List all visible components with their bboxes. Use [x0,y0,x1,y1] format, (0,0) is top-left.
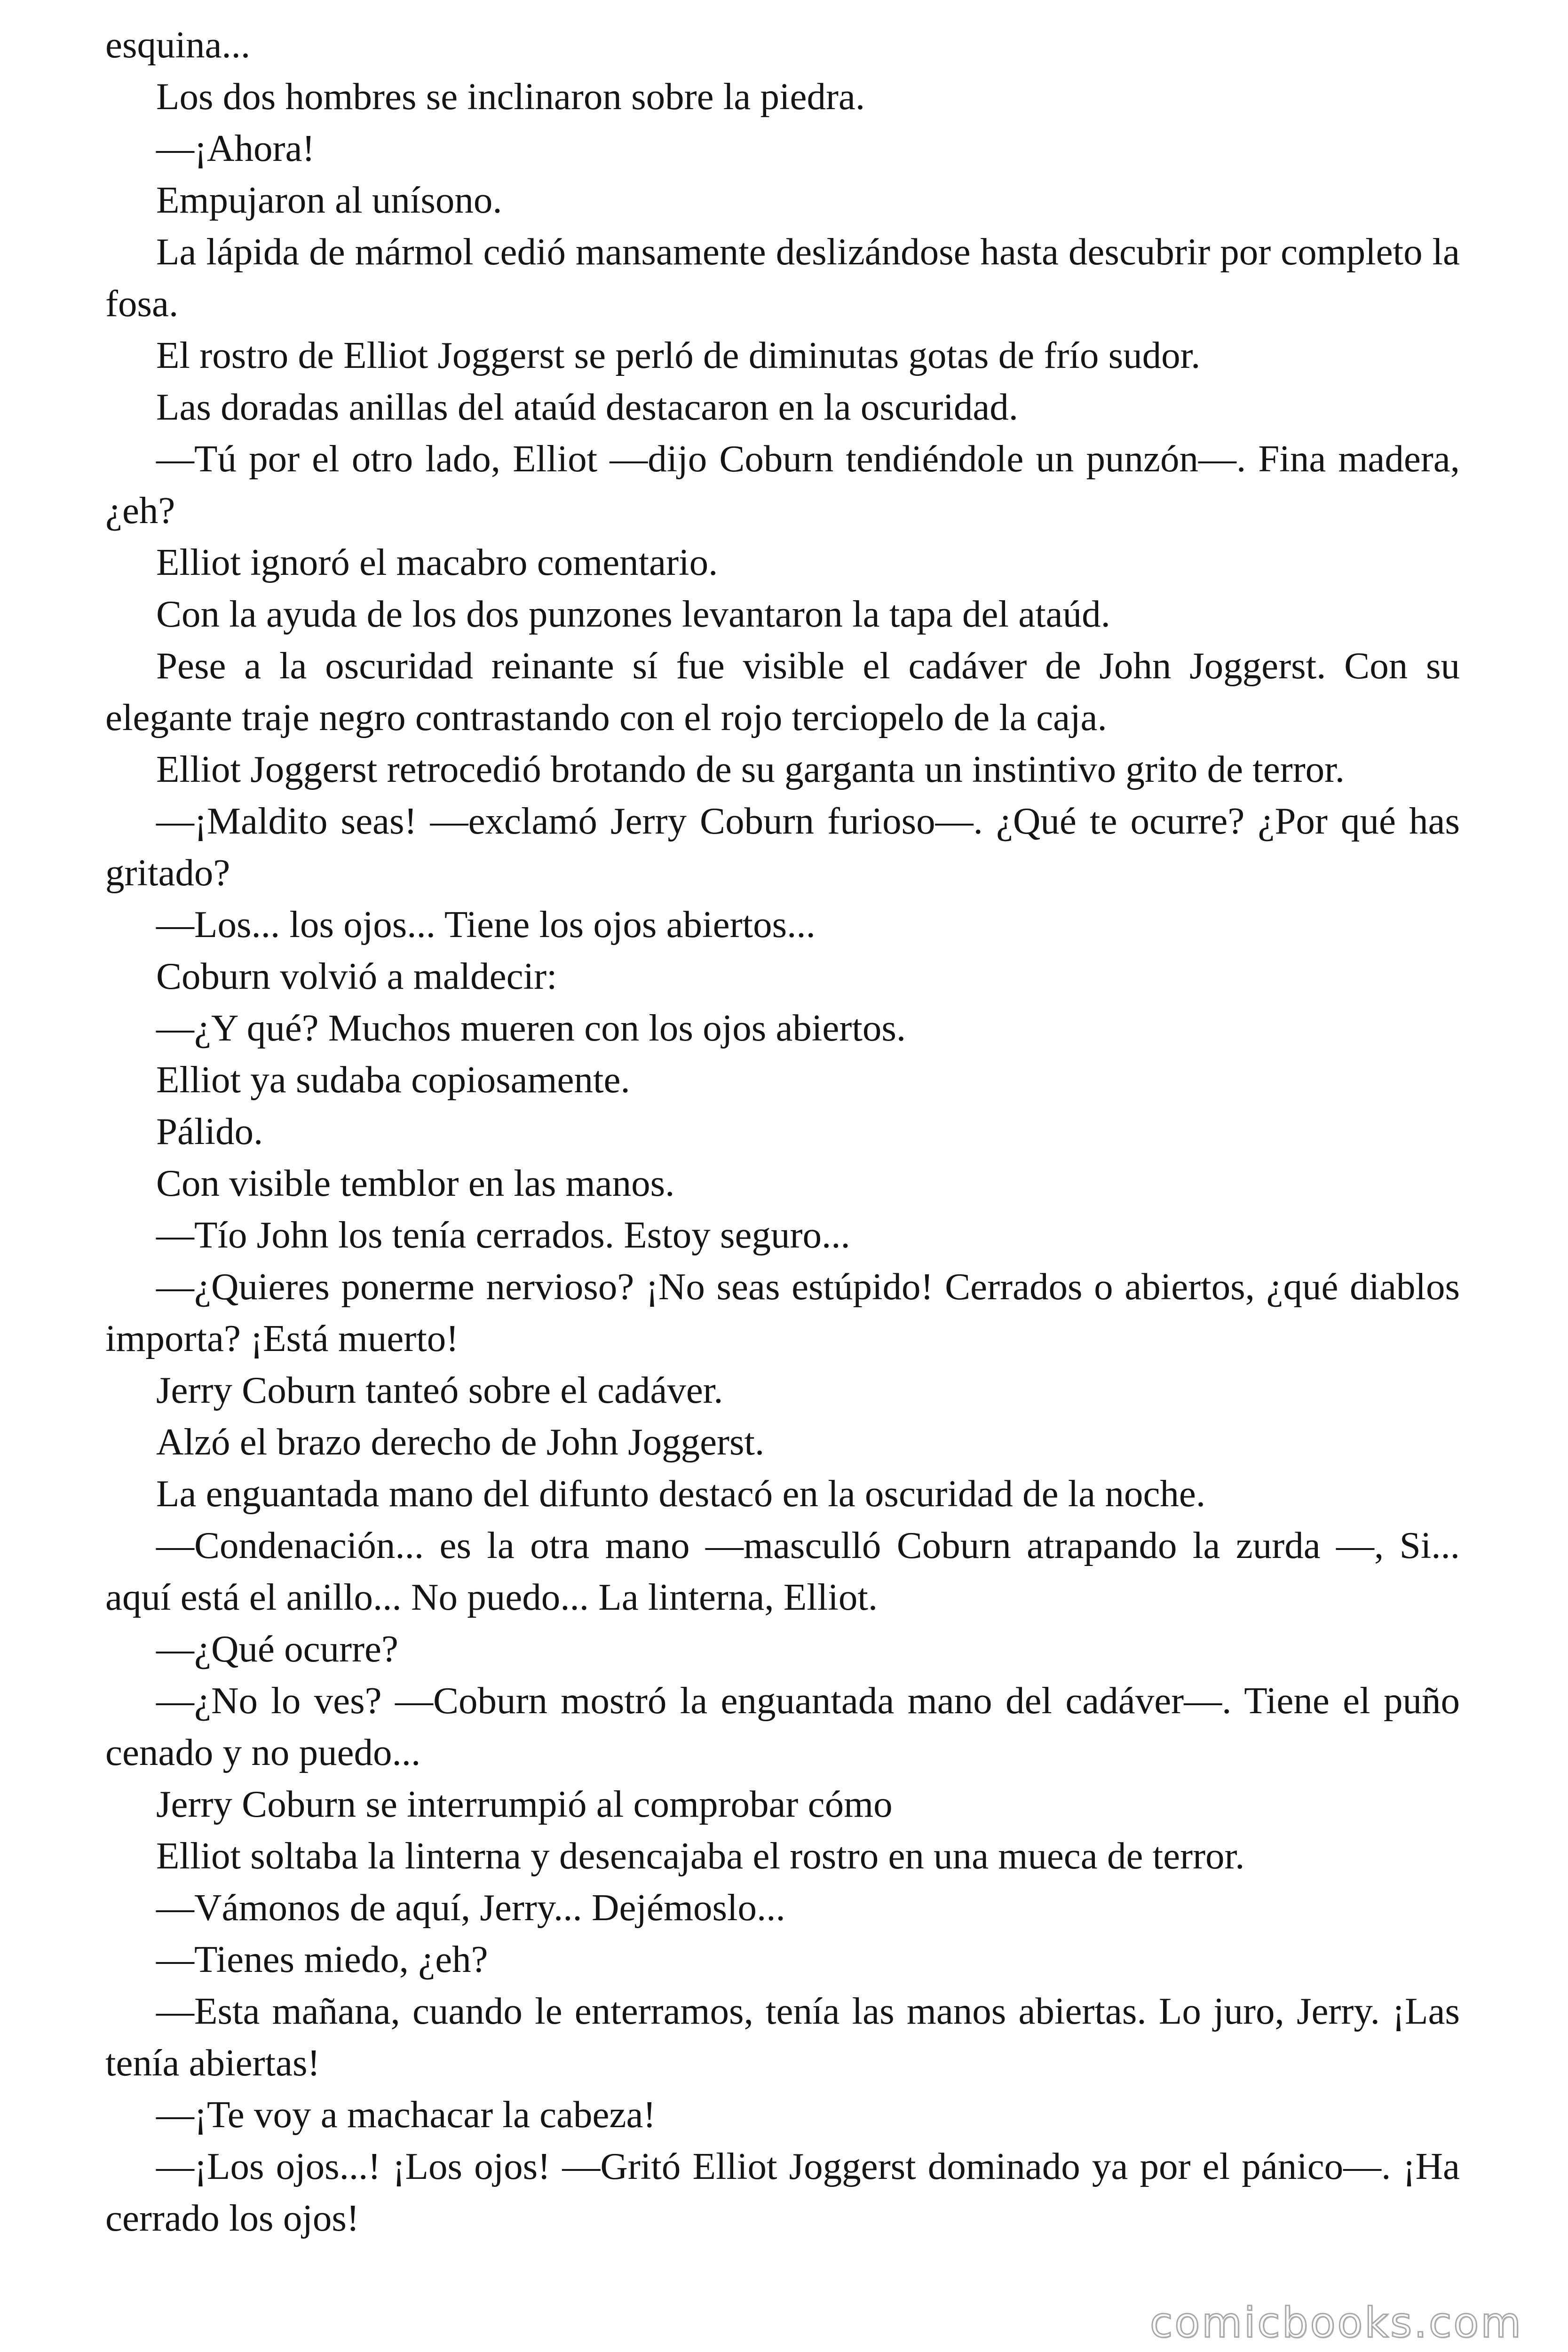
paragraph: Pálido. [156,1110,263,1152]
paragraph: Con la ayuda de los dos punzones levantaron la tapa del ataúd. [156,593,1110,635]
paragraph: Las doradas anillas del ataúd destacaron en la oscuridad. [156,386,1019,428]
paragraph: Coburn volvió a maldecir: [156,955,557,997]
paragraph: —Vámonos de aquí, Jerry... Dejémoslo... [156,1886,785,1929]
paragraph: —Esta mañana, cuando le enterramos, tenía las manos abiertas. Lo juro, Jerry. ¡Las tenía abiertas! [105,1990,1460,2084]
paragraph: —Tú por el otro lado, Elliot —dijo Coburn tendiéndole un punzón—. Fina madera, ¿eh? [105,437,1460,532]
paragraph: Elliot Joggerst retrocedió brotando de su garganta un instintivo grito de terror. [156,748,1345,790]
paragraph: —¡Los ojos...! ¡Los ojos! —Gritó Elliot Joggerst dominado ya por el pánico—. ¡Ha cerrado los ojos! [105,2145,1460,2239]
paragraph: —¡Ahora! [156,127,315,169]
page-body [105,19,1460,2244]
paragraph: —¿Qué ocurre? [156,1628,398,1670]
paragraph: Empujaron al unísono. [156,179,502,221]
paragraph: Jerry Coburn se interrumpió al comprobar cómo [156,1783,893,1825]
paragraph: El rostro de Elliot Joggerst se perló de diminutas gotas de frío sudor. [156,334,1201,376]
paragraph: —¿Y qué? Muchos mueren con los ojos abiertos. [156,1007,906,1049]
paragraph: —¿Quieres ponerme nervioso? ¡No seas estúpido! Cerrados o abiertos, ¿qué diablos importa? ¡Está muerto! [105,1265,1460,1359]
watermark-logo: comicbooks.com [1149,2298,1523,2347]
paragraph: —Los... los ojos... Tiene los ojos abiertos... [156,903,816,946]
paragraph: La enguantada mano del difunto destacó en la oscuridad de la noche. [156,1472,1206,1515]
paragraph: Elliot soltaba la linterna y desencajaba el rostro en una mueca de terror. [156,1835,1245,1877]
paragraph: Alzó el brazo derecho de John Joggerst. [156,1421,765,1463]
paragraph: —¿No lo ves? —Coburn mostró la enguantada mano del cadáver—. Tiene el puño cenado y no puedo... [105,1679,1460,1773]
paragraph: Pese a la oscuridad reinante sí fue visible el cadáver de John Joggerst. Con su elegante traje negro contrastando con el rojo terciopelo de la caja. [105,644,1460,739]
paragraph: —Tienes miedo, ¿eh? [156,1938,488,1980]
paragraph: Con visible temblor en las manos. [156,1162,675,1204]
paragraph: Elliot ya sudaba copiosamente. [156,1058,630,1101]
paragraph: —Condenación... es la otra mano —masculló Coburn atrapando la zurda —, Si... aquí está el anillo... No puedo... La linterna, Elliot. [105,1524,1460,1618]
paragraph: —¡Maldito seas! —exclamó Jerry Coburn furioso—. ¿Qué te ocurre? ¿Por qué has gritado? [105,800,1460,894]
paragraph: —¡Te voy a machacar la cabeza! [156,2093,656,2136]
paragraph: Elliot ignoró el macabro comentario. [156,541,718,583]
paragraph: La lápida de mármol cedió mansamente deslizándose hasta descubrir por completo la fosa. [105,230,1460,325]
paragraph: Jerry Coburn tanteó sobre el cadáver. [156,1369,723,1411]
paragraph: esquina... [105,24,251,66]
paragraph: Los dos hombres se inclinaron sobre la piedra. [156,75,865,118]
paragraph: —Tío John los tenía cerrados. Estoy seguro... [156,1214,850,1256]
